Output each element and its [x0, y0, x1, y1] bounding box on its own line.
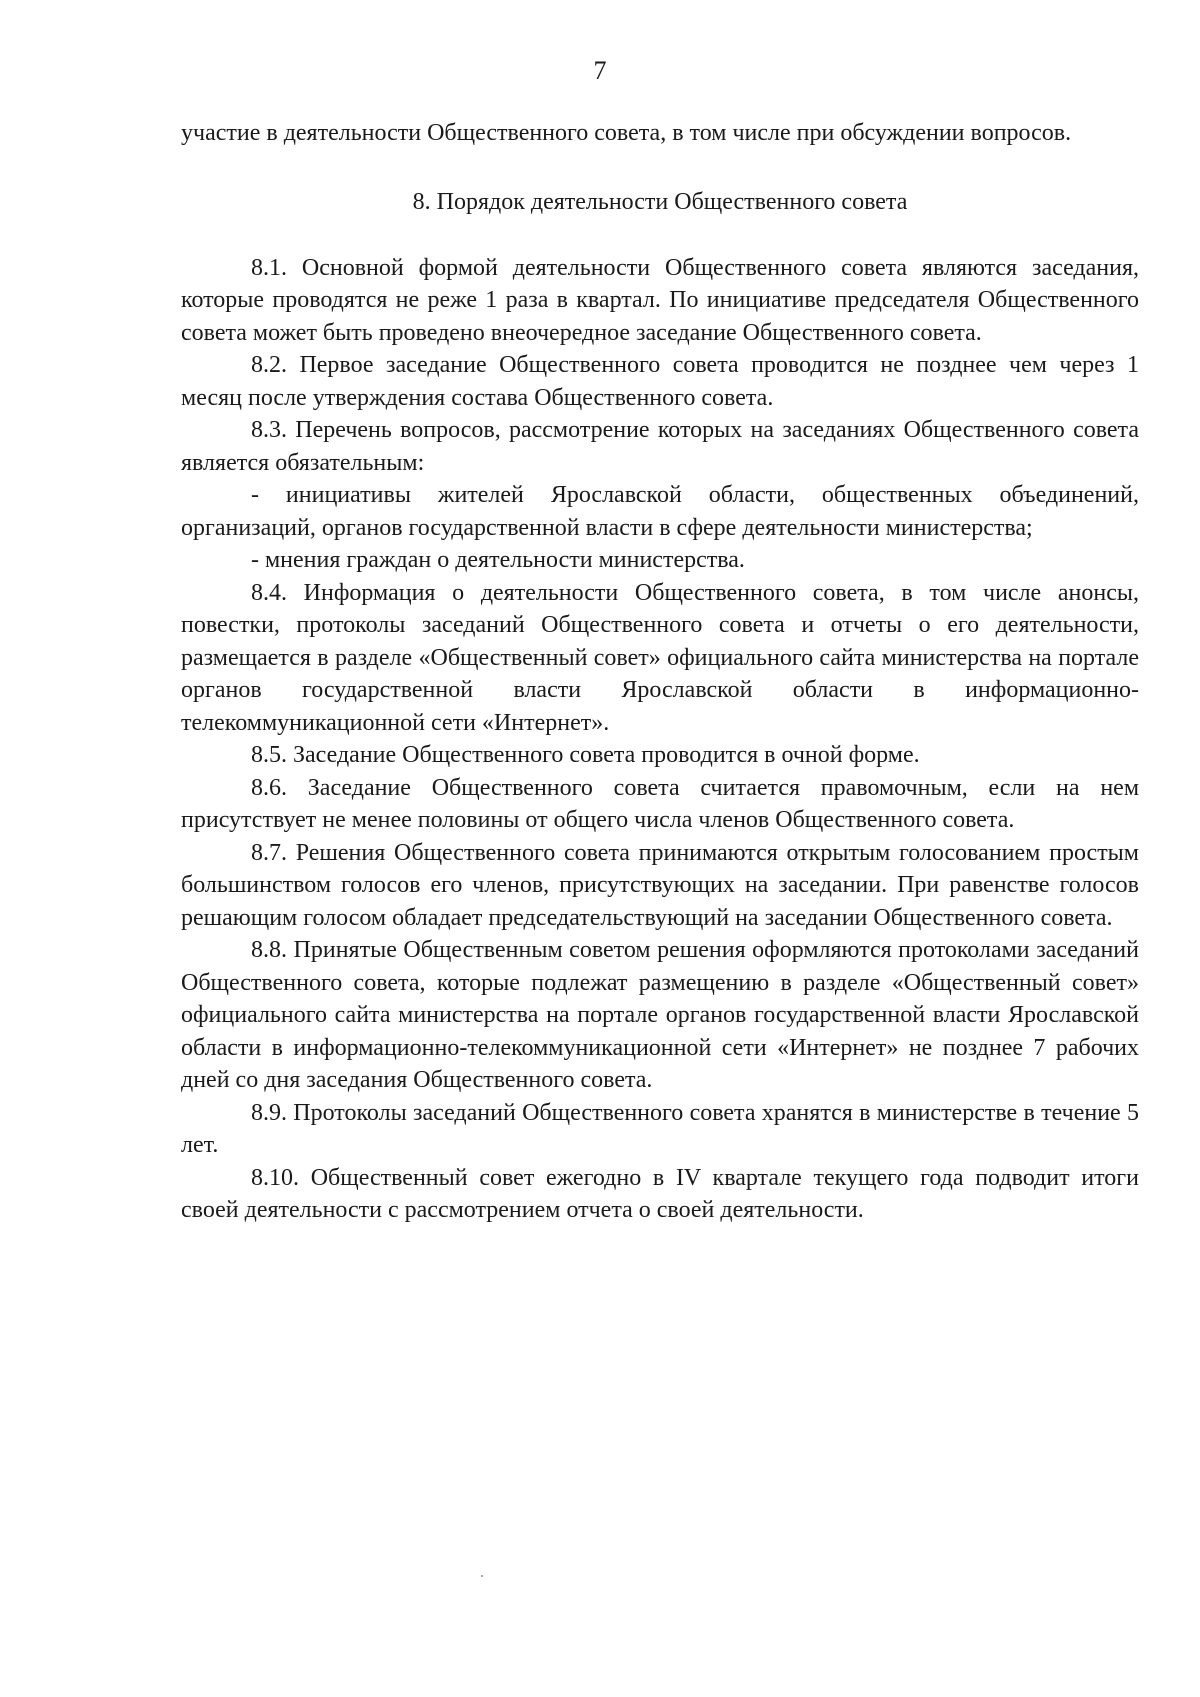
paragraph-8-1: 8.1. Основной формой деятельности Общественного совета являются заседания, которые проводятся не реже 1 раза в квартал. По инициативе председателя Общественного совета может быть проведено внеочередное заседание Общественного совета. [181, 254, 1139, 346]
page-number: 7 [593, 56, 607, 85]
intro-paragraph: участие в деятельности Общественного совета, в том числе при обсуждении вопросов. [181, 120, 1072, 146]
list-item-opinions: - мнения граждан о деятельности министерства. [251, 547, 745, 573]
paragraph-8-8: 8.8. Принятые Общественным советом решения оформляются протоколами заседаний Общественного совета, которые подлежат размещению в разделе «Общественный совет» официального сайта министерства на портале органов государственной власти Ярославской области в информационно-телекоммуникационной сети «Интернет» не позднее 7 рабочих дней со дня заседания Общественного совета. [181, 937, 1139, 1093]
paragraph-8-7: 8.7. Решения Общественного совета принимаются открытым голосованием простым большинством голосов его членов, присутствующих на заседании. При равенстве голосов решающим голосом обладает председательствующий на заседании Общественного совета. [181, 839, 1139, 931]
paragraph-8-4: 8.4. Информация о деятельности Общественного совета, в том числе анонсы, повестки, протоколы заседаний Общественного совета и отчеты о его деятельности, размещается в разделе «Общественный совет» официального сайта министерства на портале органов государственной власти Ярославской области в информационно-телекоммуникационной сети «Интернет». [181, 579, 1139, 736]
paragraph-8-2: 8.2. Первое заседание Общественного совета проводится не позднее чем через 1 месяц после утверждения состава Общественного совета. [181, 352, 1139, 411]
document-body [181, 117, 1139, 1227]
list-item-initiatives: - инициативы жителей Ярославской области, общественных объединений, организаций, органов государственной власти в сфере деятельности министерства; [181, 482, 1139, 541]
scan-speck [481, 1575, 483, 1577]
paragraph-8-3: 8.3. Перечень вопросов, рассмотрение которых на заседаниях Общественного совета является обязательным: [181, 417, 1139, 476]
paragraph-8-9: 8.9. Протоколы заседаний Общественного совета хранятся в министерстве в течение 5 лет. [181, 1099, 1139, 1158]
section-heading: 8. Порядок деятельности Общественного совета [412, 188, 908, 215]
paragraph-8-6: 8.6. Заседание Общественного совета считается правомочным, если на нем присутствует не менее половины от общего числа членов Общественного совета. [181, 774, 1139, 833]
paragraph-8-5: 8.5. Заседание Общественного совета проводится в очной форме. [251, 742, 920, 768]
paragraph-8-10: 8.10. Общественный совет ежегодно в IV квартале текущего года подводит итоги своей деятельности с рассмотрением отчета о своей деятельности. [181, 1164, 1139, 1223]
